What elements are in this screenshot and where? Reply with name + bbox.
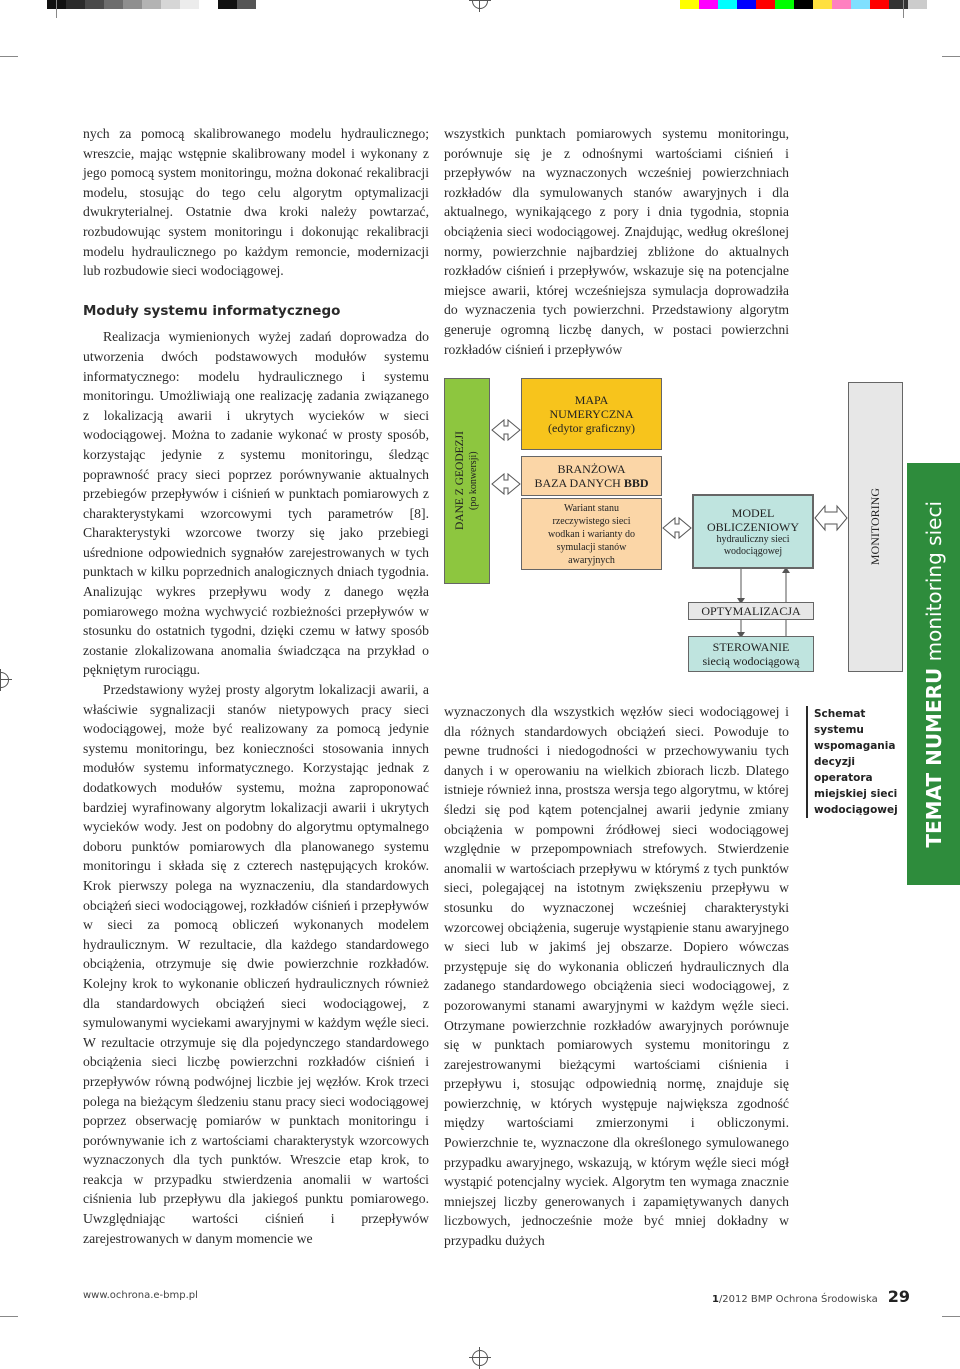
registration-mark-left — [0, 672, 9, 688]
double-arrow-model-monitoring — [815, 506, 847, 530]
double-arrow-geodezja-mapa — [492, 420, 520, 440]
geodezja-box — [444, 378, 490, 584]
crop-mark — [56, 0, 57, 18]
geodezja-label: DANE Z GEODEZJI — [454, 431, 466, 531]
color-calibration-bar-left — [28, 0, 256, 9]
mapa-label-3: (edytor graficzny) — [548, 421, 635, 435]
side-tab-bold: TEMAT NUMERU — [921, 667, 946, 848]
model-obliczeniowy-box — [692, 494, 814, 569]
right-text-column-top — [444, 124, 789, 359]
registration-mark-bottom — [472, 1350, 488, 1366]
paragraph-modules: Realizacja wymienionych wyżej zadań doprowadza do utworzenia dwóch podstawowych modułów systemu informatycznego: modelu hydraulicznego i systemu monitoringu. Umożliwiają one realizację zadania związanego z lokalizacją awarii i ukrytych wycieków w sieci wodociągowej. Można to zadanie wykonać w prosty sposób, korzystając jedynie z systemu monitoringu, śledząc poprawność pracy sieci poprzez porównywanie aktualnych przebiegów przepływów i ciśnień w punktach pomiarowych z charakterystykami wzorcowymi tych parametrów [8]. Charakterystyki wzorcowe tworzy się jako przebiegi uśrednione odpowiednich sygnałów zarejestrowanych w tych punktach w kilku poprzednich analogicznych dniach tygodnia. Analizując wykres przepływu wody z danego węzła pomiarowego można wychwycić rozbieżności przepływów w stosunku do ostatnich tygodni, dzięki czemu w łatwy sposób zostanie zlokalizowana anomalia świadcząca na przykład o pękniętym rurociągu. — [83, 329, 429, 678]
side-tab-text — [907, 463, 960, 885]
mapa-label-2: NUMERYCZNA — [549, 407, 634, 421]
page-number: 29 — [887, 1287, 910, 1306]
color-calibration-bar-right — [680, 0, 927, 9]
section-heading: Moduły systemu informatycznego — [83, 302, 341, 319]
model-label-3: hydrauliczny sieci wodociągowej — [716, 533, 790, 557]
mapa-numeryczna-box — [521, 378, 662, 450]
registration-mark-top — [472, 0, 488, 9]
left-text-column — [83, 124, 429, 1248]
crop-mark — [0, 56, 18, 57]
model-label-2: OBLICZENIOWY — [707, 519, 799, 534]
wariant-label: Wariant stanu rzeczywistego sieci wodkan i warianty do symulacji stanów awaryjnych — [548, 502, 635, 566]
branzowa-label-3: BBD — [623, 476, 649, 490]
paragraph-right-bottom: wyznaczonych dla wszystkich węzłów sieci wodociągowej i dla różnych standardowych obciążeń sieci. Powoduje to pewne trudności i niedogodności w przechowywaniu tych danych i w operowaniu na wielkich zbiorach liczb. Dlatego istnieje również inna, prostsza wersja tego algorytmu, w której śledzi się pod kątem potencjalnej awarii jedynie zmiany obciążenia w pompowni źródłowej sieci wodociągowej względnie w przepompowniach strefowych. Stwierdzenie anomalii w wartościach przepływu w którymś z tych punktów sieci, polegającej na istotnym zwiększeniu przepływu w stosunku do wyznaczonej wcześniej charakterystyki wzorcowej obciążenia, sugeruje wystąpienie stanu awaryjnego w sieci lub w jakimś jej obszarze. Dopiero wówczas przystępuje się do wykonania obliczeń hydraulicznych dla zadanego standardowego obciążenia sieci wodociągowej, z pozorowanymi stanami awaryjnymi w każdym węźle sieci. Otrzymane powierzchnie rozkładów awaryjnych porównuje się w punktach pomiarowych systemu monitoringu z zarejestrowanymi bieżącymi wartościami ciśnienia i przepływu i, stosując odpowiednią normę, znajduje się powierzchnię, w których występuje największa zgodność między wartościami zmierzonymi i obliczonymi. Powierzchnie te, wyznaczone dla określonego symulowanego przypadku awaryjnego, wskazują, w którym węźle sieci mógł wystąpić potencjalny wyciek. Algorytm ten wymaga znacznie mniejszej liczby generowanych i zapamiętywanych danych liczbowych, jednocześnie może być mniej dokładny w przypadku dużych — [444, 704, 789, 1249]
optymalizacja-box — [688, 602, 814, 620]
branzowa-label-2: BAZA DANYCH — [534, 476, 621, 490]
branzowa-baza-box — [521, 456, 662, 496]
geodezja-sublabel: (po konwersji) — [468, 451, 479, 511]
monitoring-box — [848, 382, 903, 672]
crop-mark — [942, 56, 960, 57]
paragraph-algorithm: Przedstawiony wyżej prosty algorytm lokalizacji awarii, a właściwie sygnalizacji stanów nietypowych pracy sieci wodociągowej, może być realizowany za pomocą jedynie systemu monitoringu, bez konieczności stosowania innych modułów systemu informatycznego. Korzystając jednak z dodatkowych modułów systemu, można zaproponować bardziej wyrafinowany algorytm lokalizacji awarii i ukrytych wycieków wody. Jest on podobny do algorytmu optymalnego doboru punktów pomiarowych dla planowanego systemu monitoringu i składa się z czterech następujących kroków. Krok pierwszy polega na wyznaczeniu, dla standardowych obciążeń sieci wodociągowej, rozkładów ciśnień i przepływów w sieci za pomocą obliczeń wykonanych modelem hydraulicznym. W rezultacie, dla każdego standardowego obciążenia, otrzymuje się dwie powierzchnie rozkładów. Kolejny krok to wykonanie obliczeń hydraulicznych również dla standardowych obciążeń sieci wodociągowej, z symulowanymi wyciekami awaryjnymi w każdym węźle sieci. W rezultacie otrzymuje się dla pojedynczego standardowego obciążenia sieci liczbę powierzchni rozkładów ciśnień i przepływów równą podwójnej liczbie jej węzłów. Krok trzeci polega na bieżącym śledzeniu stanu pracy sieci wodociągowej poprzez obserwację pomiarów w punktach monitoringu i porównywanie ich z wartościami charakterystyk wzorcowych wyznaczonych dla tych punktów. Wreszcie etap krok, to reakcja w przypadku stwierdzenia anomalii w wartości ciśnienia lub przepływu dla jakiegoś punktu pomiarowego. Uwzględniając wartości ciśnień i przepływów zarejestrowanych w danym momencie we — [83, 682, 429, 1246]
footer-url[interactable]: www.ochrona.e-bmp.pl — [83, 1290, 198, 1301]
double-arrow-geodezja-branzowa — [492, 474, 520, 494]
optymalizacja-label: OPTYMALIZACJA — [701, 603, 801, 618]
double-arrow-wariant-model — [663, 518, 691, 538]
side-tab-normal: monitoring sieci — [921, 500, 946, 662]
crop-mark — [903, 0, 904, 18]
crop-mark — [942, 1316, 960, 1317]
figure-caption: Schemat systemu wspomagania decyzji operatora miejskiej sieci wodociągowej — [806, 706, 906, 818]
branzowa-label-1: BRANŻOWA — [557, 462, 626, 476]
sterowanie-label-1: STEROWANIE — [712, 640, 790, 654]
mapa-label-1: MAPA — [574, 393, 609, 407]
footer-info — [712, 1287, 910, 1306]
paragraph-right-top: wszystkich punktach pomiarowych systemu monitoringu, porównuje się je z odnośnymi wartościami ciśnień i przepływów na wyznaczonych wcześniej powierzchniach rozkładów dla symulowanych stanów awaryjnych i dla aktualnego, wynikającego z pory i dnia tygodnia, stopnia obciążenia sieci wodociągowej. Znajdując, według określonej normy, powierzchnie najbardziej zbliżone do aktualnych rozkładów ciśnień i przepływów, wskazuje się na potencjalne miejsce awarii, której wcześniejsza symulacja doprowadziła do wyznaczenia tych powierzchni. Przedstawiony algorytm generuje ogromną liczbę danych, w postaci powierzchni rozkładów ciśnień i przepływów — [444, 126, 789, 357]
paragraph-intro: nych za pomocą skalibrowanego modelu hydraulicznego; wreszcie, mając wstępnie skalibrowany model i wykonany z jego pomocą system monitoringu, można dokonać rekalibracji modelu, stosując do tego celu algorytm optymalizacji dwukryterialnej. Ostatnie dwa kroki należy powtarzać, rozbudowując system monitoringu i dokonując rekalibracji modelu hydraulicznego po każdym remoncie, modernizacji lub rozbudowie sieci wodociągowej. — [83, 126, 429, 279]
crop-mark — [0, 1316, 18, 1317]
wariant-box — [521, 498, 662, 570]
system-diagram — [444, 378, 904, 688]
footer-issue: 1/2012 BMP Ochrona Środowiska — [711, 1294, 878, 1305]
model-label-1: MODEL — [731, 505, 775, 520]
diagram-arrows — [444, 378, 904, 688]
sterowanie-box — [688, 636, 814, 672]
sterowanie-label-2: siecią wodociągową — [702, 654, 800, 668]
right-text-column-bottom — [444, 702, 789, 1251]
monitoring-label: MONITORING — [868, 488, 882, 566]
